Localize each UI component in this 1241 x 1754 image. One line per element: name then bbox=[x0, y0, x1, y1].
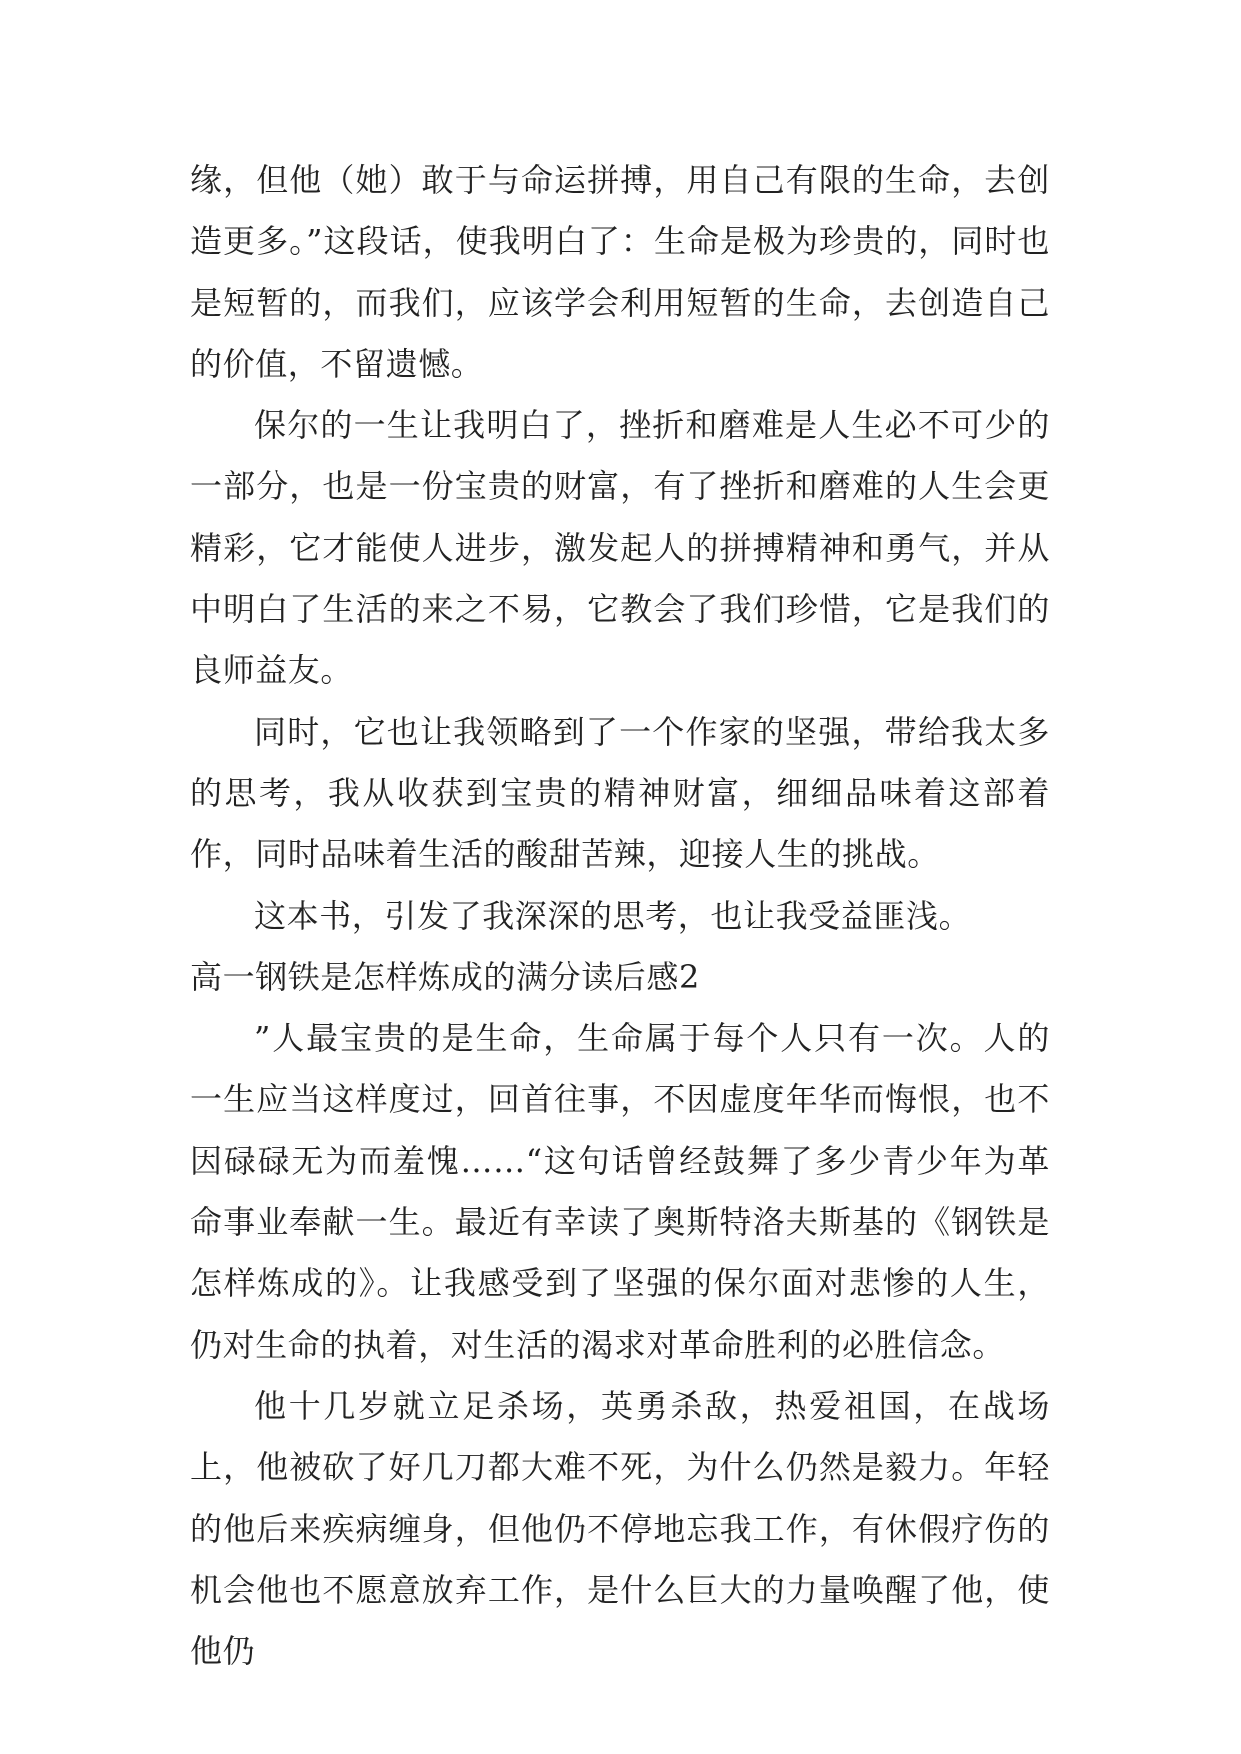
paragraph: 他十几岁就立足杀场，英勇杀敌，热爱祖国，在战场上，他被砍了好几刀都大难不死，为什么仍然是毅力。年轻的他后来疾病缠身，但他仍不停地忘我工作，有休假疗伤的机会他也不愿意放弃工作，是什么巨大的力量唤醒了他，使他仍 bbox=[190, 1386, 1050, 1671]
paragraph-continuation: 缘，但他（她）敢于与命运拼搏，用自己有限的生命，去创造更多。”这段话，使我明白了：生命是极为珍贵的，同时也是短暂的，而我们，应该学会利用短暂的生命，去创造自己的价值，不留遗憾。 bbox=[190, 161, 1050, 383]
document-body bbox=[190, 150, 1050, 1682]
section-heading: 高一钢铁是怎样炼成的满分读后感2 bbox=[190, 957, 700, 996]
paragraph: 这本书，引发了我深深的思考，也让我受益匪浅。 bbox=[254, 896, 972, 935]
paragraph: 保尔的一生让我明白了，挫折和磨难是人生必不可少的一部分，也是一份宝贵的财富，有了挫折和磨难的人生会更精彩，它才能使人进步，激发起人的拼搏精神和勇气，并从中明白了生活的来之不易，它教会了我们珍惜，它是我们的良师益友。 bbox=[190, 406, 1050, 690]
paragraph: ”人最宝贵的是生命，生命属于每个人只有一次。人的一生应当这样度过，回首往事，不因虚度年华而悔恨，也不因碌碌无为而羞愧……“这句话曾经鼓舞了多少青少年为革命事业奉献一生。最近有幸读了奥斯特洛夫斯基的《钢铁是怎样炼成的》。让我感受到了坚强的保尔面对悲惨的人生，仍对生命的执着，对生活的渴求对革命胜利的必胜信念。 bbox=[190, 1019, 1050, 1364]
paragraph: 同时，它也让我领略到了一个作家的坚强，带给我太多的思考，我从收获到宝贵的精神财富，细细品味着这部着作，同时品味着生活的酸甜苦辣，迎接人生的挑战。 bbox=[190, 712, 1050, 874]
